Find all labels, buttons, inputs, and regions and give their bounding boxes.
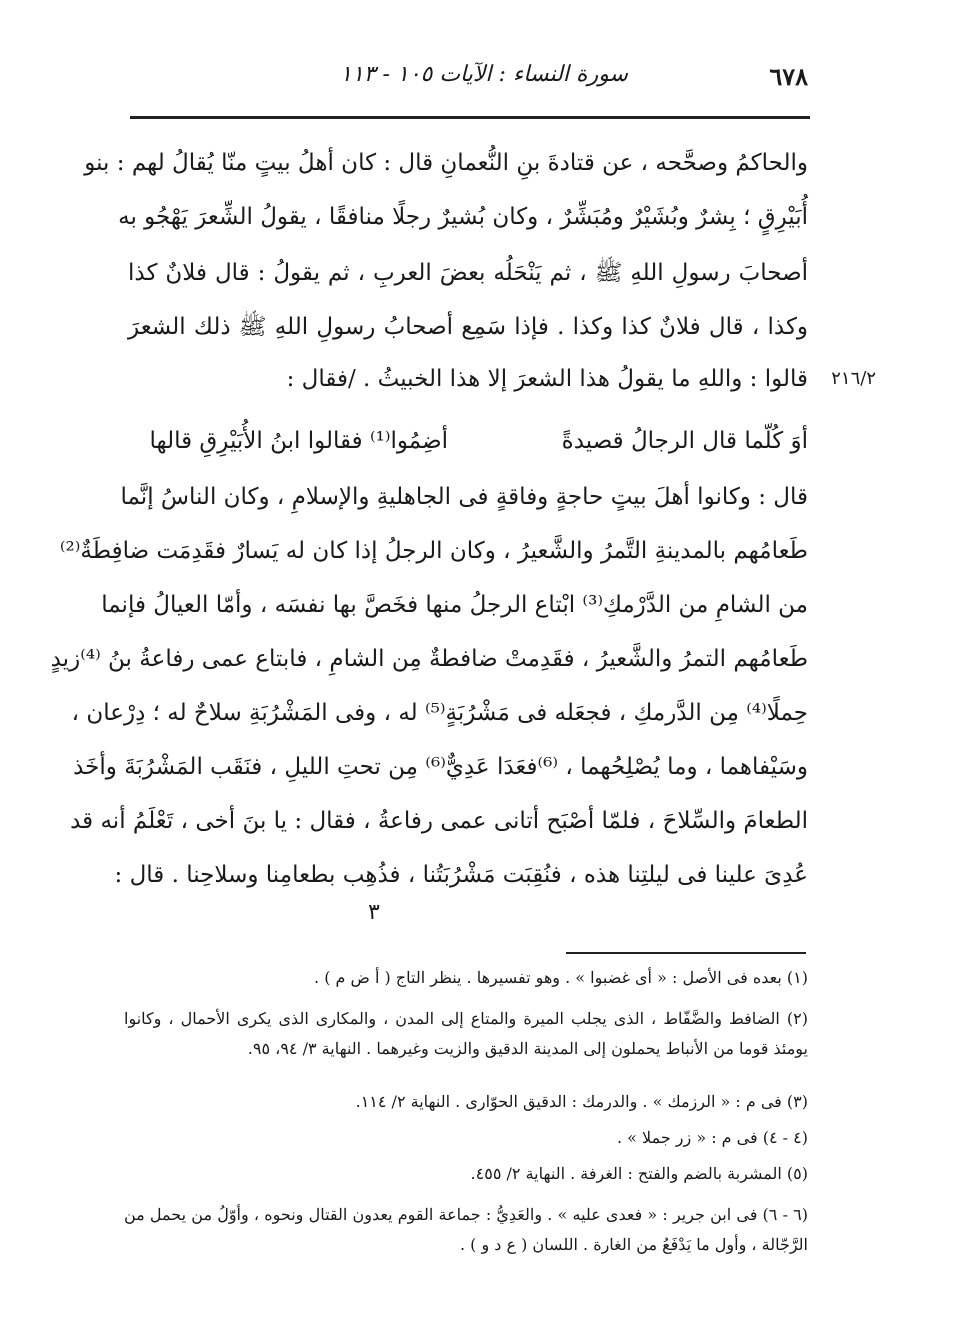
running-title: سورة النساء : الآيات ١٠٥ - ١١٣: [340, 62, 628, 87]
footnote: (٤ - ٤) فى م : « زر جملا » .: [616, 1128, 808, 1147]
text-line: قال : وكانوا أهلَ بيتٍ حاجةٍ وفاقةٍ فى الجاهليةِ والإسلامِ ، وكان الناسُ إنَّما: [120, 484, 808, 510]
text-line: أصحابَ رسولِ اللهِ ﷺ ، ثم يَنْحَلُه بعضَ العربِ ، ثم يقولُ : قال فلانٌ كذا: [128, 260, 808, 286]
text-line: طَعامُهم بالمدينةِ التَّمرُ والشَّعيرُ ، وكان الرجلُ إذا كان له يَسارٌ فقَدِمَت ضافِطَةٌ⁽²⁾: [59, 538, 808, 564]
text-line: عُدِىَ علينا فى ليلتِنا هذه ، فنُقِبَت مَشْرُبَتُنا ، فذُهِب بطعامِنا وسلاحِنا . قال :: [114, 862, 808, 888]
text-line: حِملًا⁽⁴⁾ مِن الدَّرمكِ ، فجعَله فى مَشْرُبَةٍ⁽⁵⁾ له ، وفى المَشْرُبَةِ سلاحٌ له ؛ دِرْعان ،: [71, 700, 808, 726]
verse-first-hemistich: أوَ كُلّما قال الرجالُ قصيدةً: [561, 428, 808, 454]
text-line: من الشامِ من الدَّرْمكِ⁽³⁾ ابْتاع الرجلُ منها فخَصَّ بها نفسَه ، وأمّا العيالُ فإنما: [101, 592, 808, 618]
header-rule: [130, 116, 810, 119]
text-line: طَعامُهم التمرُ والشَّعيرُ ، فقَدِمتْ ضافطةٌ مِن الشامِ ، فابتاع عمى رفاعةُ بنُ ⁽⁴⁾زيدٍ: [50, 646, 808, 672]
footnote-rule: [566, 952, 806, 954]
text-line: والحاكمُ وصحَّحه ، عن قتادةَ بنِ النُّعمانِ قال : كان أهلُ بيتٍ منّا يُقالُ لهم : بنو: [84, 150, 808, 176]
poem-verse: [128, 428, 808, 468]
text-line: أُبَيْرِقٍ ؛ بِشرٌ وبُشَيْرٌ ومُبَشِّرٌ ، وكان بُشيرٌ رجلًا منافقًا ، يقولُ الشِّعرَ يَهْجُو به: [118, 204, 808, 230]
footnote: (٣) فى م : « الرزمك » . والدرمك : الدقيق الحوّارى . النهاية ٢/ ١١٤.: [355, 1092, 808, 1111]
footnote: (١) بعده فى الأصل : « أى غضبوا » . وهو تفسيرها . ينظر التاج ( أ ض م ) .: [314, 968, 808, 987]
text-line: الطعامَ والسِّلاحَ ، فلمّا أصْبَح أتانى عمى رفاعةُ ، فقال : يا بنَ أخى ، تَعْلَمُ أنه قد: [70, 808, 808, 834]
page-mark: ٣: [368, 900, 380, 925]
margin-reference: ٢١٦/٢: [831, 368, 876, 389]
text-line: وكذا ، قال فلانٌ كذا وكذا . فإذا سَمِع أصحابُ رسولِ اللهِ ﷺ ذلك الشعرَ: [128, 314, 808, 340]
running-header: [130, 62, 808, 98]
footnote: (٦ - ٦) فى ابن جرير : « فعدى عليه » . والعَدِيُّ : جماعة القوم يعدون القتال ونحوه ، وأوّلُ من يحمل من الرَّجّالة ، وأول ما يَدْفَعُ من الغارة . اللسان ( ع د و ) .: [124, 1205, 809, 1254]
footnote: (٢) الضافط والضَّفّاط ، الذى يجلب الميرة والمتاع إلى المدن ، والمكارى الذى يكرى الأحمال ، وكانوا يومئذ قوما من الأنباط يحملون إلى المدينة الدقيق والزيت وغيرهما . النهاية ٣/ ٩٤، ٩٥.: [124, 1009, 808, 1058]
verse-second-hemistich: أضِمُوا⁽¹⁾ فقالوا ابنُ الأُبَيْرِقِ قالها: [149, 428, 448, 454]
footnote: (٥) المشربة بالضم والفتح : الغرفة . النهاية ٢/ ٤٥٥.: [470, 1164, 808, 1183]
page-number: ٦٧٨: [769, 62, 808, 91]
text-line: وسَيْفاهما ، وما يُصْلِحُهما ، ⁽⁶⁾فعَدَا عَدِيٌّ⁽⁶⁾ مِن تحتِ الليلِ ، فنَقَب المَشْرُبَةَ وأخَذ: [73, 754, 808, 780]
text-line: قالوا : واللهِ ما يقولُ هذا الشعرَ إلا هذا الخبيثُ . /فقال :: [286, 366, 808, 392]
